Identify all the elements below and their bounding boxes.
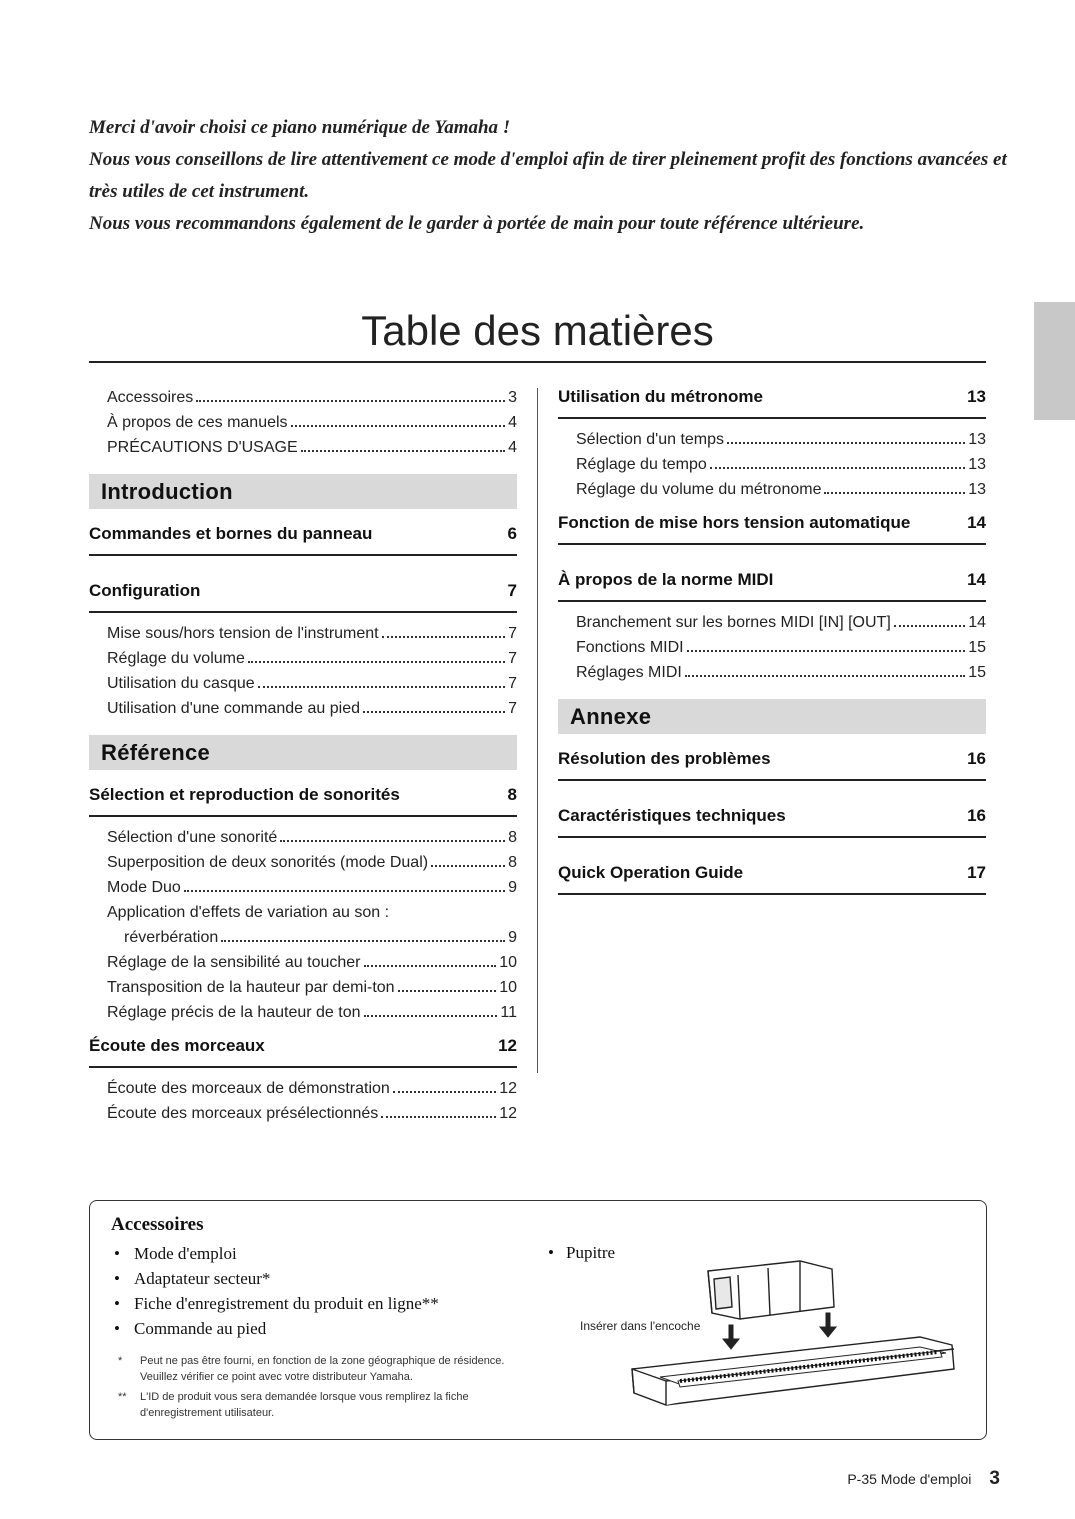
toc-entry[interactable]: Écoute des morceaux présélectionnés 12 xyxy=(107,1105,517,1122)
intro-text xyxy=(89,112,1009,240)
toc-entry[interactable]: Réglage de la sensibilité au toucher 10 xyxy=(107,954,517,971)
toc-chapter[interactable]: Commandes et bornes du panneau 6 xyxy=(89,513,517,556)
intro-line-2: Nous vous conseillons de lire attentivement ce mode d'emploi afin de tirer pleinement profit des fonctions avancées et très utiles de cet instrument. xyxy=(89,149,1007,202)
piano-music-rest-illustration xyxy=(620,1253,970,1423)
toc-entry[interactable]: Utilisation du casque 7 xyxy=(107,675,517,692)
toc-chapter[interactable]: Résolution des problèmes 16 xyxy=(558,738,986,781)
toc-entry[interactable]: Réglage du tempo 13 xyxy=(576,456,986,473)
toc-entry[interactable]: Réglage du volume du métronome 13 xyxy=(576,481,986,498)
toc-entry[interactable]: Accessoires 3 xyxy=(107,389,517,406)
toc-entry[interactable]: Sélection d'un temps 13 xyxy=(576,431,986,448)
music-rest-icon xyxy=(708,1261,834,1319)
list-item: • Adaptateur secteur* xyxy=(114,1266,439,1291)
footnote: ** L'ID de produit vous sera demandée lorsque vous remplirez la fiche d'enregistrement utilisateur. xyxy=(118,1391,469,1419)
toc-entry[interactable]: Fonctions MIDI 15 xyxy=(576,639,986,656)
list-item: • Fiche d'enregistrement du produit en ligne** xyxy=(114,1291,439,1316)
toc-entry[interactable]: Branchement sur les bornes MIDI [IN] [OUT] 14 xyxy=(576,614,986,631)
section-header-annexe: Annexe xyxy=(558,699,986,734)
toc-entry[interactable]: Utilisation d'une commande au pied 7 xyxy=(107,700,517,717)
page-number: 3 xyxy=(989,1468,1000,1489)
toc-right-column xyxy=(558,376,986,903)
toc-chapter[interactable]: Caractéristiques techniques 16 xyxy=(558,795,986,838)
toc-entry[interactable]: Application d'effets de variation au son : réverbération 9 xyxy=(107,904,517,946)
toc-entry[interactable]: Mise sous/hors tension de l'instrument 7 xyxy=(107,625,517,642)
toc-entry[interactable]: À propos de ces manuels 4 xyxy=(107,414,517,431)
list-item: • Commande au pied xyxy=(114,1316,439,1341)
intro-line-3: Nous vous recommandons également de le garder à portée de main pour toute référence ultérieure. xyxy=(89,213,865,234)
page-footer xyxy=(800,1468,1000,1490)
toc-entry[interactable]: Réglage précis de la hauteur de ton 11 xyxy=(107,1004,517,1021)
toc-entry[interactable]: Réglages MIDI 15 xyxy=(576,664,986,681)
accessories-box xyxy=(89,1200,987,1440)
toc-chapter[interactable]: Quick Operation Guide 17 xyxy=(558,852,986,895)
insert-slot-label: Insérer dans l'encoche xyxy=(580,1319,701,1333)
toc-entry[interactable]: Mode Duo 9 xyxy=(107,879,517,896)
toc-chapter[interactable]: Configuration 7 xyxy=(89,570,517,613)
footnotes xyxy=(118,1353,518,1425)
pupitre-item: • Pupitre xyxy=(548,1243,615,1263)
toc-entry[interactable]: Superposition de deux sonorités (mode Dual) 8 xyxy=(107,854,517,871)
title-rule xyxy=(89,361,986,363)
document-name: P-35 Mode d'emploi xyxy=(847,1471,972,1487)
accessories-title: Accessoires xyxy=(111,1214,204,1235)
footnote: * Peut ne pas être fourni, en fonction de la zone géographique de résidence. Veuillez vérifier ce point avec votre distributeur Yamaha. xyxy=(118,1355,505,1383)
side-tab-marker xyxy=(1034,302,1075,420)
page-title: Table des matières xyxy=(361,307,714,354)
accessories-list xyxy=(114,1241,439,1341)
toc-left-column xyxy=(89,385,517,1126)
toc-entry[interactable]: PRÉCAUTIONS D'USAGE 4 xyxy=(107,439,517,456)
column-divider xyxy=(537,388,538,1073)
toc-entry[interactable]: Réglage du volume 7 xyxy=(107,650,517,667)
toc-chapter[interactable]: Utilisation du métronome 13 xyxy=(558,376,986,419)
toc-entry[interactable]: Transposition de la hauteur par demi-ton 10 xyxy=(107,979,517,996)
toc-chapter[interactable]: Écoute des morceaux 12 xyxy=(89,1036,517,1055)
intro-line-1: Merci d'avoir choisi ce piano numérique de Yamaha ! xyxy=(89,117,511,138)
toc-chapter[interactable]: À propos de la norme MIDI 14 xyxy=(558,559,986,602)
toc-entry[interactable]: Écoute des morceaux de démonstration 12 xyxy=(107,1080,517,1097)
list-item: • Mode d'emploi xyxy=(114,1241,439,1266)
section-header-introduction: Introduction xyxy=(89,474,517,509)
toc-entry[interactable]: Sélection d'une sonorité 8 xyxy=(107,829,517,846)
toc-chapter[interactable]: Sélection et reproduction de sonorités 8 xyxy=(89,774,517,817)
section-header-reference: Référence xyxy=(89,735,517,770)
toc-chapter[interactable]: Fonction de mise hors tension automatique 14 xyxy=(558,502,986,545)
